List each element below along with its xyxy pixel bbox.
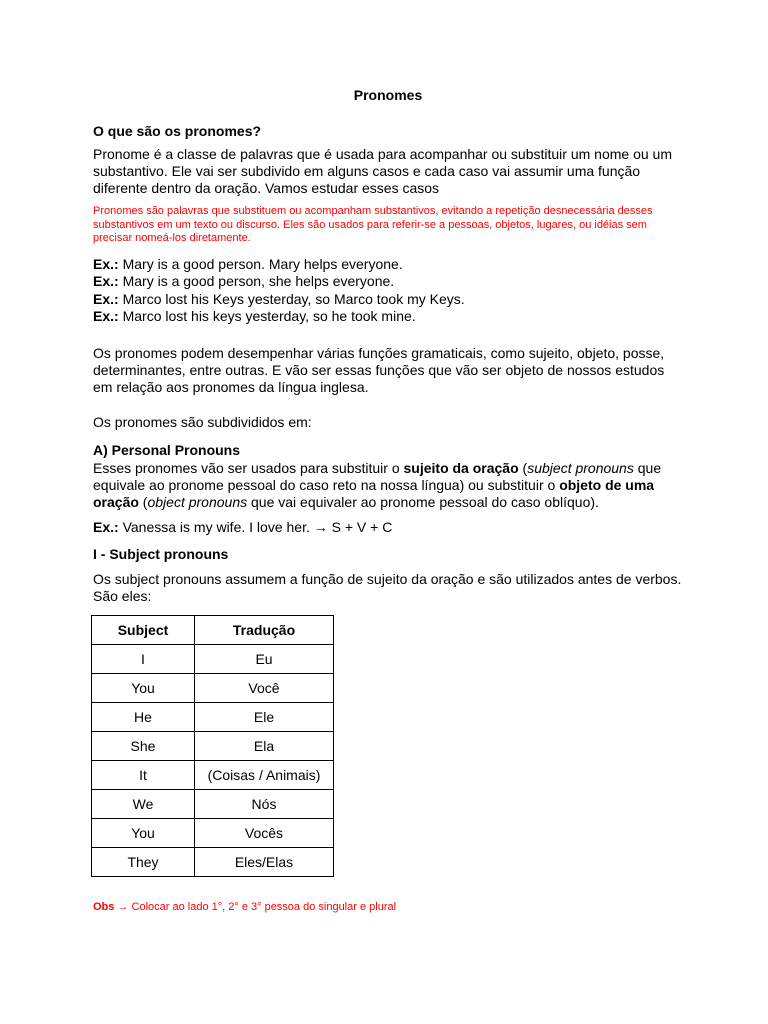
bold-term: sujeito da oração [403, 459, 519, 476]
example-line [93, 256, 683, 274]
table-cell: Você [195, 673, 334, 702]
text-span: ( [138, 493, 148, 510]
subject-pronouns-desc: Os subject pronouns assumem a função de sujeito da oração e são utilizados antes de verbos. São eles: [93, 570, 682, 604]
example-line [93, 273, 683, 291]
table-cell: (Coisas / Animais) [195, 760, 334, 789]
example-line [93, 291, 683, 309]
table-cell: He [92, 702, 195, 731]
subject-pronouns-heading: I - Subject pronouns [93, 545, 229, 562]
text-span: que equivale ao pronome pessoal do caso reto na nossa língua) ou substituir o [93, 459, 662, 493]
table-row [92, 818, 334, 847]
table-cell: You [92, 673, 195, 702]
example-text: Marco lost his keys yesterday, so he took mine. [122, 308, 416, 324]
red-note: Pronomes são palavras que substituem ou acompanham substantivos, evitando a repetição desnecessária desses substantivos em um texto ou discurso. Eles são usados para referir-se a pessoas, objetos, lugares, ou idéias sem precisar nomeá-los diretamente. [93, 205, 653, 244]
table-row [92, 644, 334, 673]
table-cell: Vocês [195, 818, 334, 847]
italic-term: object pronouns [147, 493, 248, 510]
text-span: ( [518, 459, 528, 476]
table-cell: Ele [195, 702, 334, 731]
functions-paragraph: Os pronomes podem desempenhar várias funções gramaticais, como sujeito, objeto, posse, determinantes, entre outras. E vão ser essas funções que vão ser objeto de nossos estudos em relação aos pronomes da língua inglesa. [93, 344, 665, 395]
table-row [92, 847, 334, 876]
table-cell: They [92, 847, 195, 876]
example-text: Mary is a good person. Mary helps everyone. [122, 255, 403, 272]
document-title: Pronomes [353, 87, 423, 103]
example-label: Ex.: [93, 273, 119, 289]
table-row [92, 789, 334, 818]
subdivided-text: Os pronomes são subdivididos em: [93, 413, 312, 430]
text-span: que vai equivaler ao pronome pessoal do caso oblíquo). [247, 493, 599, 510]
table-cell: Eles/Elas [195, 847, 334, 876]
obs-note [93, 901, 683, 914]
example-text: Mary is a good person, she helps everyone. [122, 273, 395, 289]
table-row [92, 702, 334, 731]
personal-pronouns-heading: A) Personal Pronouns [93, 441, 241, 458]
example-line [93, 308, 683, 326]
document-page [93, 86, 683, 914]
italic-term: subject pronouns [527, 459, 634, 476]
example-text: Marco lost his Keys yesterday, so Marco took my Keys. [122, 290, 465, 307]
obs-label: Obs [93, 900, 115, 913]
example-label: Ex.: [93, 518, 119, 535]
example-text: Vanessa is my wife. I love her. → S + V + C [122, 518, 393, 535]
table-row [92, 760, 334, 789]
subject-pronouns-table [91, 615, 334, 877]
table-cell: You [92, 818, 195, 847]
table-cell: It [92, 760, 195, 789]
table-header-traducao: Tradução [195, 615, 334, 644]
text-span: Esses pronomes vão ser usados para substituir o [93, 459, 404, 476]
example-label: Ex.: [93, 255, 119, 272]
table-cell: Ela [195, 731, 334, 760]
table-header-subject: Subject [92, 615, 195, 644]
table-cell: We [92, 789, 195, 818]
obs-text: → Colocar ao lado 1°, 2° e 3° pessoa do singular e plural [114, 900, 397, 913]
personal-example [93, 519, 683, 536]
table-cell: She [92, 731, 195, 760]
table-cell: Eu [195, 644, 334, 673]
section-heading: O que são os pronomes? [93, 123, 262, 139]
example-label: Ex.: [93, 290, 119, 307]
table-cell: Nós [195, 789, 334, 818]
table-header-row [92, 615, 334, 644]
table-row [92, 731, 334, 760]
table-row [92, 673, 334, 702]
table-cell: I [92, 644, 195, 673]
personal-pronouns-paragraph [93, 460, 683, 511]
intro-paragraph: Pronome é a classe de palavras que é usada para acompanhar ou substituir um nome ou um substantivo. Ele vai ser subdivido em alguns casos e cada caso vai assumir uma função diferente dentro da oração. Vamos estudar esses casos [93, 146, 673, 196]
bold-term: objeto de uma oração [93, 476, 655, 510]
examples-list [93, 256, 683, 326]
example-label: Ex.: [93, 308, 119, 324]
